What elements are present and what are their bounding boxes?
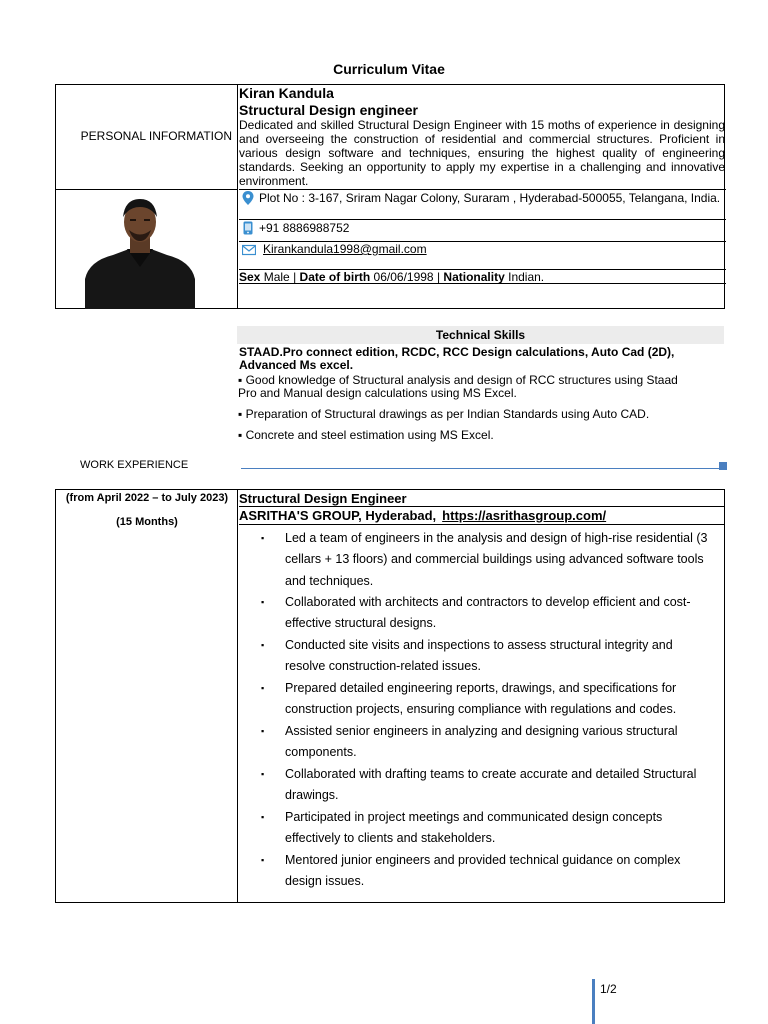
dob-label: Date of birth bbox=[299, 270, 371, 284]
profile-summary: Dedicated and skilled Structural Design Engineer with 15 moths of experience in designing and overseeing the construction of residential and commercial structures. Proficient in various design software and techniques, ensuring the highest quality of engineering standards. Seeking an opportunity to apply my expertise in a challenging and innovative environment. bbox=[239, 118, 725, 188]
address-row bbox=[239, 191, 725, 219]
technical-skills-heading: Technical Skills bbox=[237, 326, 724, 344]
skill-item: ▪ Good knowledge of Structural analysis and design of RCC structures using Staad Pro and Manual design calculations using MS Excel. bbox=[238, 373, 678, 400]
document-title: Curriculum Vitae bbox=[333, 61, 445, 77]
work-experience-table bbox=[55, 489, 725, 903]
software-skills: STAAD.Pro connect edition, RCDC, RCC Design calculations, Auto Cad (2D), Advanced Ms excel. bbox=[239, 345, 675, 372]
bullet-icon: ▪ bbox=[261, 640, 265, 650]
duty-text: Assisted senior engineers in analyzing and designing various structural components. bbox=[285, 724, 678, 760]
company-line bbox=[239, 508, 606, 523]
row-divider bbox=[239, 219, 726, 220]
bullet-icon: ▪ bbox=[261, 597, 265, 607]
email-row bbox=[239, 242, 725, 266]
separator: | bbox=[293, 270, 297, 284]
employment-period: (from April 2022 – to July 2023) bbox=[65, 492, 229, 504]
separator: | bbox=[436, 270, 441, 284]
bullet-icon: ▪ bbox=[261, 769, 265, 779]
row-divider bbox=[239, 506, 725, 507]
nationality-label: Nationality bbox=[443, 270, 505, 284]
page-number: 1/2 bbox=[600, 982, 617, 996]
work-period-column bbox=[56, 490, 238, 902]
personal-info-left-column bbox=[56, 85, 238, 308]
email-icon bbox=[242, 244, 256, 258]
row-divider bbox=[56, 189, 237, 190]
address-text: Plot No : 3-167, Sriram Nagar Colony, Suraram , Hyderabad-500055, Telangana, India. bbox=[259, 191, 721, 205]
bullet-icon: ▪ bbox=[261, 533, 265, 543]
section-rule-marker bbox=[719, 462, 727, 470]
phone-icon bbox=[242, 221, 256, 235]
section-rule bbox=[241, 468, 719, 469]
profile-photo bbox=[85, 197, 195, 309]
row-divider bbox=[239, 189, 726, 190]
duty-text: Led a team of engineers in the analysis and design of high-rise residential (3 cellars + 13 floors) and commercial buildings using advanced software tools and techniques. bbox=[285, 531, 708, 588]
duty-text: Collaborated with drafting teams to create accurate and detailed Structural drawings. bbox=[285, 767, 697, 803]
personal-info-label: PERSONAL INFORMATION bbox=[80, 129, 232, 143]
bullet-icon: ▪ bbox=[261, 726, 265, 736]
sex-label: Sex bbox=[239, 270, 261, 284]
page-number-bar bbox=[592, 979, 595, 1024]
location-pin-icon bbox=[242, 191, 256, 205]
phone-text: +91 8886988752 bbox=[259, 221, 350, 235]
duty-text: Conducted site visits and inspections to assess structural integrity and resolve construction-related issues. bbox=[285, 638, 673, 674]
duty-text: Collaborated with architects and contractors to develop efficient and cost-effective structural designs. bbox=[285, 595, 691, 631]
personal-details-row bbox=[239, 270, 725, 284]
company-website-link[interactable]: https://asrithasgroup.com/ bbox=[442, 508, 607, 523]
candidate-name: Kiran Kandula bbox=[239, 85, 334, 101]
nationality-value: Indian. bbox=[508, 270, 545, 284]
phone-row bbox=[239, 221, 725, 241]
company-name: ASRITHA'S GROUP, Hyderabad, bbox=[239, 508, 437, 523]
row-divider bbox=[239, 283, 726, 284]
bullet-icon: ▪ bbox=[261, 683, 265, 693]
row-divider bbox=[239, 524, 725, 525]
work-experience-label: WORK EXPERIENCE bbox=[80, 459, 189, 471]
dob-value: 06/06/1998 bbox=[373, 270, 434, 284]
bullet-icon: ▪ bbox=[261, 812, 265, 822]
personal-info-table bbox=[55, 84, 725, 309]
duty-text: Prepared detailed engineering reports, drawings, and specifications for construction projects, ensuring compliance with regulations and codes. bbox=[285, 681, 677, 717]
employment-duration: (15 Months) bbox=[116, 516, 178, 528]
job-title: Structural Design Engineer bbox=[239, 491, 407, 506]
bullet-icon: ▪ bbox=[261, 855, 265, 865]
duty-text: Mentored junior engineers and provided technical guidance on complex design issues. bbox=[285, 853, 681, 889]
sex-value: Male bbox=[263, 270, 290, 284]
candidate-role: Structural Design engineer bbox=[239, 102, 418, 118]
email-link[interactable]: Kirankandula1998@gmail.com bbox=[263, 242, 427, 256]
duty-text: Participated in project meetings and communicated design concepts effectively to clients and stakeholders. bbox=[285, 810, 663, 846]
skill-item: ▪ Preparation of Structural drawings as per Indian Standards using Auto CAD. bbox=[238, 407, 650, 421]
skill-item: ▪ Concrete and steel estimation using MS Excel. bbox=[238, 428, 494, 442]
